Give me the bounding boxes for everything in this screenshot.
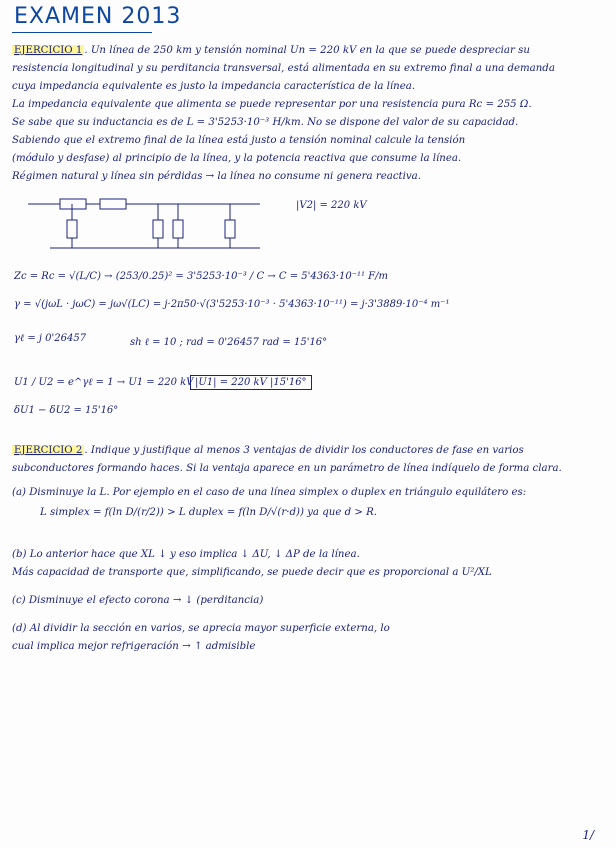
- ej2-item-a: (a) Disminuye la L. Por ejemplo en el caso de una línea simplex o duplex en triángulo equilátero es:: [12, 487, 527, 498]
- ej2-item-b-2: Más capacidad de transporte que, simplificando, se puede decir que es proporcional a U²/XL: [12, 567, 492, 578]
- ej1-label: EJERCICIO 1: [14, 45, 83, 56]
- equation-phase: δU1 − δU2 = 15'16°: [14, 405, 119, 416]
- ej1-line-8: Régimen natural y línea sin pérdidas → la línea no consume ni genera reactiva.: [12, 171, 421, 182]
- ej1-line-7: (módulo y desfase) al principio de la línea, y la potencia reactiva que consume la línea.: [12, 153, 462, 164]
- ej2-line-1: [12, 444, 604, 457]
- title-underline: [12, 32, 152, 33]
- equation-sh: sh ℓ = 10 ; rad = 0'26457 rad = 15'16°: [130, 337, 328, 348]
- ej1-line-4: La impedancia equivalente que alimenta se puede representar por una resistencia pura Rc = 255 Ω.: [12, 99, 532, 110]
- ej2-item-b: (b) Lo anterior hace que XL ↓ y eso implica ↓ ΔU, ↓ ΔP de la línea.: [12, 549, 360, 560]
- ej2-text-1: . Indique y justifique al menos 3 ventajas de dividir los conductores de fase en varios: [84, 445, 524, 456]
- result-value: |U1| = 220 kV |15'16°: [190, 375, 312, 390]
- ej1-line-3: cuya impedancia equivalente es justo la impedancia característica de la línea.: [12, 81, 416, 92]
- ej1-line-2: resistencia longitudinal y su perditancia transversal, está alimentada en su extremo final a una demanda: [12, 63, 555, 74]
- ej2-line-2: subconductores formando haces. Si la ventaja aparece en un parámetro de línea indíquelo de forma clara.: [12, 463, 562, 474]
- ej1-line-5: Se sabe que su inductancia es de L = 3'5253·10⁻³ H/km. No se dispone del valor de su capacidad.: [12, 117, 519, 128]
- equation-gamma: γ = √(jωL · jωC) = jω√(LC) = j·2π50·√(3'5253·10⁻³ · 5'4363·10⁻¹¹) = j·3'3889·10⁻⁴ m⁻¹: [14, 299, 450, 310]
- ej1-text-1: . Un línea de 250 km y tensión nominal Un = 220 kV en la que se puede despreciar su: [84, 45, 530, 56]
- circuit-diagram: [20, 186, 290, 256]
- page-title: EXAMEN 2013: [14, 4, 182, 29]
- ej1-line-1: [12, 44, 604, 57]
- equation-zc: Zc = Rc = √(L/C) → (253/0.25)² = 3'5253·10⁻³ / C → C = 5'4363·10⁻¹¹ F/m: [14, 271, 388, 282]
- equation-gamma-l: γℓ = j 0'26457: [14, 333, 87, 344]
- circuit-voltage-label: |V2| = 220 kV: [296, 200, 367, 211]
- ej2-item-d: (d) Al dividir la sección en varios, se aprecia mayor superficie externa, lo: [12, 623, 390, 634]
- ej2-item-a-formula: L simplex = f(ln D/(r/2)) > L duplex = f(ln D/√(r·d)) ya que d > R.: [40, 507, 378, 518]
- ej2-item-d-2: cual implica mejor refrigeración → ↑ admisible: [12, 641, 256, 652]
- result-box: [190, 376, 312, 389]
- ej1-line-6: Sabiendo que el extremo final de la línea está justo a tensión nominal calcule la tensión: [12, 135, 466, 146]
- page-number: 1/: [582, 828, 594, 842]
- ej2-item-c: (c) Disminuye el efecto corona → ↓ (perditancia): [12, 595, 264, 606]
- equation-u-ratio: U1 / U2 = e^γℓ = 1 → U1 = 220 kV: [14, 377, 194, 388]
- ej2-label: EJERCICIO 2: [14, 445, 83, 456]
